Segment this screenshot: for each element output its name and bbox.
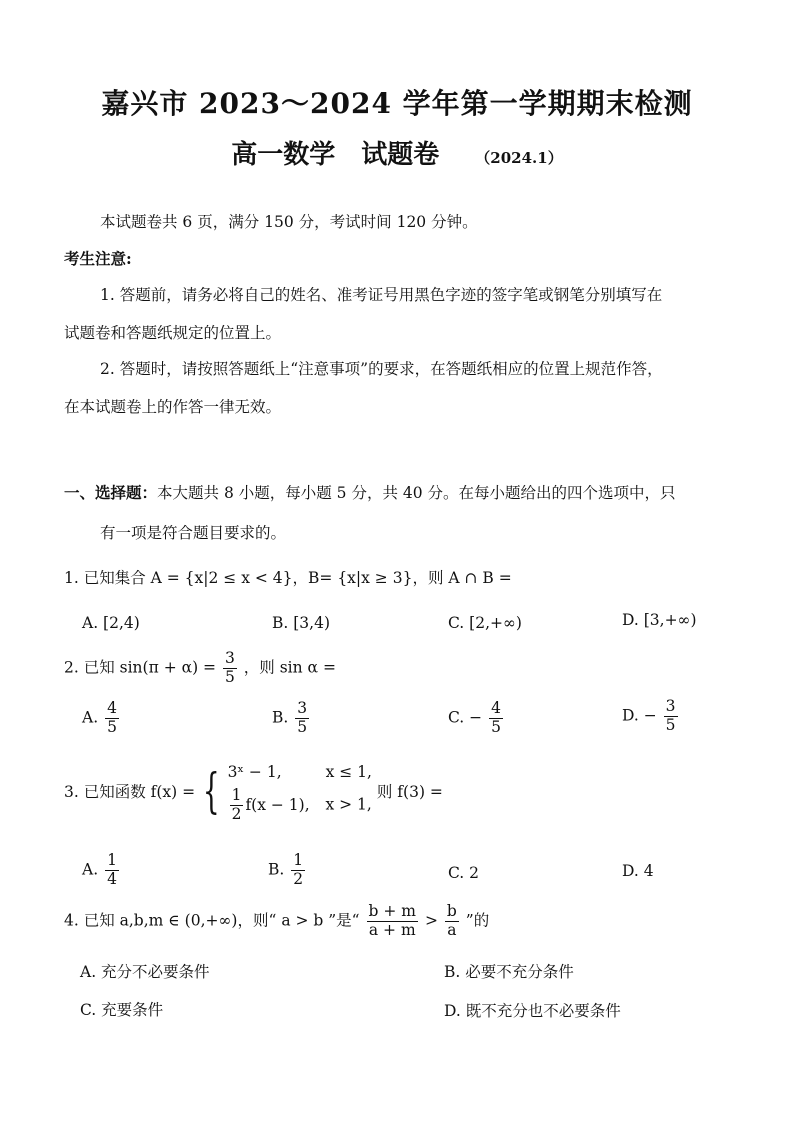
q2-fraction	[223, 650, 237, 687]
q2-d-label: D. −	[622, 706, 657, 725]
q3-option-d: D. 4	[622, 862, 654, 880]
q4-suffix: ”的	[465, 911, 490, 930]
q3-option-b	[268, 852, 307, 889]
q2-suffix: ，则 sin α =	[243, 658, 336, 677]
q4-option-a: A. 充分不必要条件	[80, 963, 210, 981]
q3-option-a	[82, 852, 121, 889]
q4-option-c: C. 充要条件	[80, 1001, 164, 1019]
q3-b-frac	[291, 852, 305, 889]
q2-b-den: 5	[297, 717, 308, 736]
q2-option-b	[272, 700, 311, 737]
q2-c-den: 5	[491, 717, 501, 736]
q2-c-num: 4	[491, 699, 501, 717]
q4-rhs-num: b	[446, 902, 457, 920]
q2-option-d	[622, 698, 680, 735]
q3-a-label: A.	[82, 860, 99, 879]
q4-lhs-den: a + m	[368, 920, 416, 939]
q1-option-d: D. [3,+∞)	[622, 611, 697, 629]
q1-option-b: B. [3,4)	[272, 614, 330, 632]
q3-case1-cond: x ≤ 1,	[325, 763, 372, 781]
q2-a-den: 5	[107, 717, 117, 736]
q3-case2-num: 1	[231, 786, 242, 805]
q3-case2-frac	[230, 787, 244, 824]
note1-line2: 试题卷和答题纸规定的位置上。	[64, 324, 282, 342]
note2-line2: 在本试题卷上的作答一律无效。	[64, 398, 282, 416]
q2-b-label: B.	[272, 708, 289, 727]
q4-lhs-frac	[367, 903, 418, 940]
q3-piecewise	[228, 758, 372, 824]
subtitle-text: 高一数学 试题卷	[231, 140, 440, 170]
q3-case2	[228, 787, 372, 824]
q3-case2-den: 2	[231, 805, 242, 824]
q3-a-num: 1	[107, 851, 117, 869]
q4-rhs-den: a	[447, 920, 457, 939]
q4-option-d: D. 既不充分也不必要条件	[444, 1002, 621, 1020]
q4-option-b: B. 必要不充分条件	[444, 963, 574, 981]
q2-c-frac	[489, 700, 503, 737]
section1-heading: 一、选择题：	[64, 483, 158, 502]
q2-a-frac	[105, 700, 119, 737]
q2-frac-den: 5	[224, 667, 235, 686]
q4-stem	[64, 903, 489, 940]
q2-option-a	[82, 700, 121, 737]
page-title: 嘉兴市 2023～2024 学年第一学期期末检测	[101, 87, 693, 120]
q2-b-frac	[295, 700, 309, 737]
q3-b-den: 2	[293, 869, 304, 888]
exam-date: （2024.1）	[475, 149, 563, 167]
q3-a-den: 4	[107, 869, 117, 888]
q3-case1	[228, 758, 372, 787]
q4-prefix: 4. 已知 a,b,m ∈ (0,+∞)，则“ a > b ”是“	[64, 911, 360, 930]
section1-text: 本大题共 8 小题，每小题 5 分，共 40 分。在每小题给出的四个选项中，只	[157, 484, 676, 502]
q3-case2-cond: x > 1,	[325, 795, 372, 814]
q3-stem	[64, 758, 443, 824]
q3-brace: {	[202, 763, 220, 820]
q2-c-label: C. −	[448, 708, 483, 727]
q3-prefix: 3. 已知函数 f(x) =	[64, 783, 196, 802]
q3-suffix: 则 f(3) =	[376, 783, 443, 802]
q2-option-c	[448, 700, 505, 737]
q1-stem: 1. 已知集合 A = {x|2 ≤ x < 4}，B= {x|x ≥ 3}，则 A ∩ B =	[64, 569, 512, 587]
q4-rhs-frac	[445, 903, 459, 940]
note2-line1: 2. 答题时，请按照答题纸上“注意事项”的要求，在答题纸相应的位置上规范作答，	[100, 360, 663, 378]
q1-option-a: A. [2,4)	[82, 614, 140, 632]
intro-line: 本试题卷共 6 页，满分 150 分，考试时间 120 分钟。	[100, 213, 478, 231]
q2-a-num: 4	[107, 699, 117, 717]
q3-case1-expr: 3ˣ − 1,	[227, 763, 282, 781]
section1-line2: 有一项是符合题目要求的。	[100, 524, 287, 542]
q2-frac-num: 3	[224, 649, 235, 667]
section1-line1	[64, 481, 676, 503]
q3-case2-expr: f(x − 1),	[245, 795, 310, 814]
note1-line1: 1. 答题前，请务必将自己的姓名、准考证号用黑色字迹的签字笔或钢笔分别填写在	[100, 286, 663, 304]
q2-stem	[64, 650, 336, 687]
q2-a-label: A.	[82, 708, 99, 727]
q2-b-num: 3	[297, 699, 308, 717]
q4-gt: >	[424, 911, 438, 930]
q4-lhs-num: b + m	[368, 902, 417, 920]
q3-option-c: C. 2	[448, 864, 480, 882]
notice-heading: 考生注意:	[64, 249, 132, 268]
q2-prefix: 2. 已知 sin(π + α) =	[64, 658, 217, 677]
page-subtitle	[0, 134, 794, 171]
q3-a-frac	[105, 852, 119, 889]
q2-d-frac	[664, 698, 678, 735]
q1-option-c: C. [2,+∞)	[448, 614, 522, 632]
q2-d-num: 3	[665, 697, 676, 715]
q3-b-num: 1	[293, 851, 304, 869]
q3-b-label: B.	[268, 860, 285, 879]
q2-d-den: 5	[665, 715, 676, 734]
